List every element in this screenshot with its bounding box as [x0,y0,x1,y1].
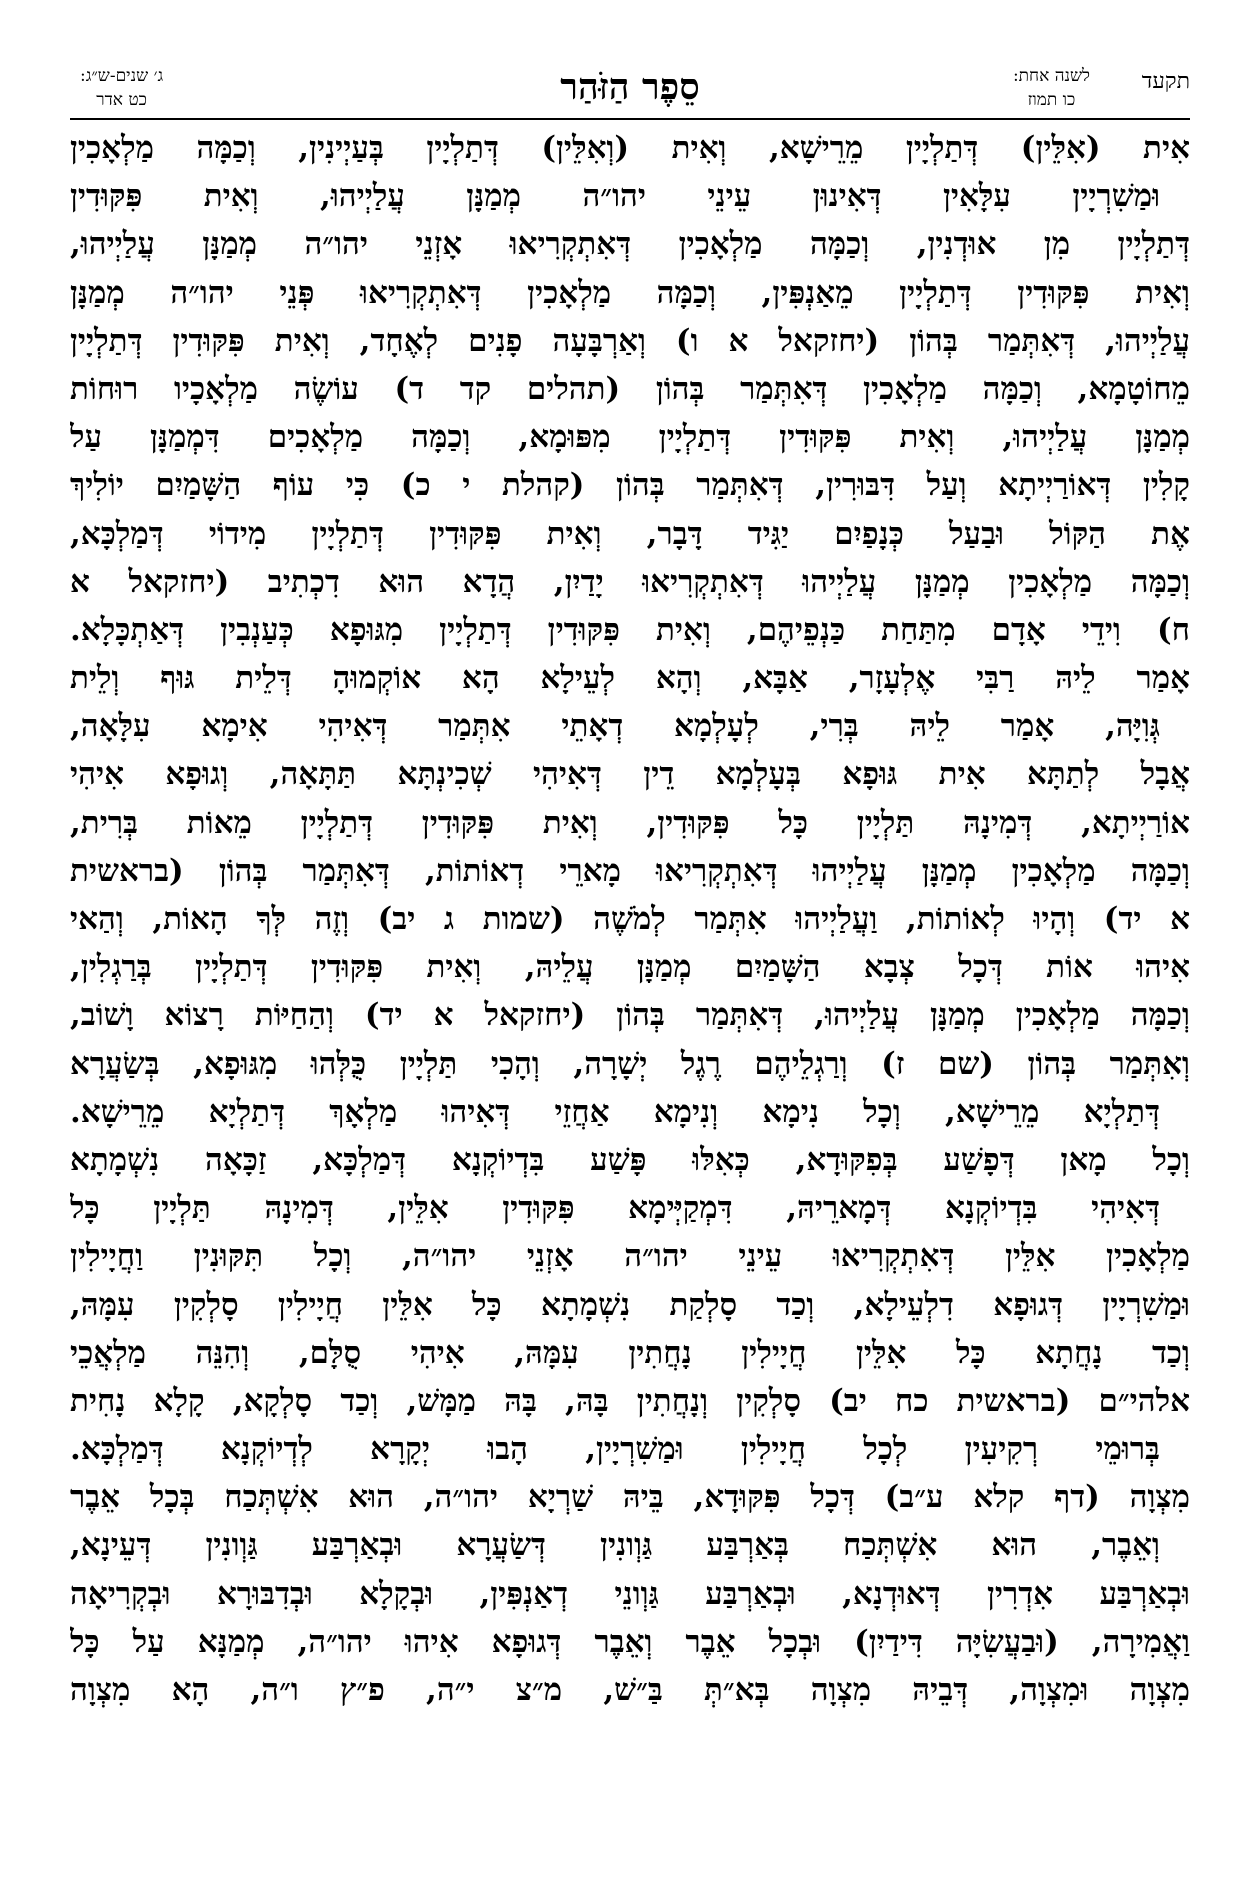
text-line: דְּתַלְיָין מִן אוּדְנִין, וְכַמָּה מַלְאָכִין דְּאִתְקְרִיאוּ אָזְנֵי יהו״ה מְמַנָּן עֲלַיְיהוּ, [70,226,1190,263]
text-line: אִיהוּ אוֹת דְּכָל צְבָא הַשָּׁמַיִם מְמַנָּן עֲלֵיהּ, וְאִית פִּקּוּדִין דְּתַלְיָין בְּרַגְלִין, [70,949,1190,986]
text-line: קָלִין דְּאוֹרַיְיתָא וְעַל דִּבּוּרִין, דְּאִתְּמַר בְּהוֹן (קהלת י כ) כִּי עוֹף הַשָּׁמַיִם יוֹלִיךְ [70,467,1190,504]
page-number: תקעד [1141,69,1190,94]
text-line: אָמַר לֵיהּ רַבִּי אֶלְעָזָר, אַבָּא, וְהָא לְעֵילָא הָא אוֹקְמוּהָ דְּלֵית גּוּף וְלֵית [70,660,1190,697]
text-line: וְכַמָּה מַלְאָכִין מְמַנָּן עֲלַיְיהוּ דְּאִתְקְרִיאוּ מָארֵי דְאוֹתוֹת, דְּאִתְּמַר בְּהוֹן (בראשית [70,852,1190,889]
text-line: וְכַמָּה מַלְאָכִין מְמַנָּן עֲלַיְיהוּ, דְּאִתְּמַר בְּהוֹן (יחזקאל א יד) וְהַחַיּוֹת רָצוֹא וָשׁוֹב, [70,997,1190,1034]
text-line: א יד) וְהָיוּ לְאוֹתוֹת, וַעֲלַיְיהוּ אִתְּמַר לְמֹשֶׁה (שמות ג יב) וְזֶה לְּךָ הָאוֹת, וְהַאי [70,901,1190,937]
text-line: מִצְוָה וּמִצְוָה, דְּבֵיהּ מִצְוָה בְּא״תְּ בַּ״שׁ, מ״צ י״ה, פ״ץ ו״ה, הָא מִצְוָה [70,1672,1190,1708]
text-line: וְכָל מָאן דְּפָשַׁע בְּפִקּוּדָא, כְּאִלּוּ פָּשַׁע בִּדְיוֹקְנָא דְּמַלְכָּא, זַכָּאָה נִשְׁמָתָא [70,1141,1190,1178]
header-right-reading-schedule [1013,64,1090,112]
header-right-line2: כו תמוז [1027,90,1076,110]
text-line: וְאֵבֶר, הוּא אִשְׁתְּכַח בְּאַרְבַּע גַּוְונִין דְּשַׂעֲרָא וּבְאַרְבַּע גַּוְונִין דְּעֵינָא, [70,1527,1160,1564]
text-line: דְּתַלְיָא מֵרֵישָׁא, וְכָל נִימָא וְנִימָא אַחֲזֵי דְּאִיהוּ מַלְאָךְ דְּתַלְיָא מֵרֵישָׁא. [70,1093,1160,1130]
page-header [70,60,1190,120]
header-right-line1: לשנה אחת: [1012,66,1090,86]
text-line: אֲבָל לְתַתָּא אִית גּוּפָא בְּעָלְמָא דֵין דְּאִיהִי שְׁכִינְתָּא תַּתָּאָה, וְגוּפָא אִיהִי [70,756,1190,793]
text-line: אוֹרַיְיתָא, דְּמִינָהּ תַּלְיָין כָּל פִּקּוּדִין, וְאִית פִּקּוּדִין דְּתַלְיָין מֵאוֹת בְּרִית, [70,804,1190,841]
text-line: מִצְוָה (דף קלא ע״ב) דְּכָל פִּקּוּדָא, בֵּיהּ שַׁרְיָא יהו״ה, הוּא אִשְׁתְּכַח בְּכָל אֵבֶר [70,1479,1190,1516]
text-line: אִית (אִלֵּין) דְּתַלְיָין מֵרֵישָׁא, וְאִית (וְאִלֵּין) דְּתַלְיָין בְּעַיְינִין, וְכַמָּה מַלְאָכִין [70,130,1190,166]
text-line: וְאִתְּמַר בְּהוֹן (שם ז) וְרַגְלֵיהֶם רֶגֶל יְשָׁרָה, וְהָכִי תַּלְיָין כֻּלְּהוּ מִגּוּפָא, בְּשַׂעֲרָא [70,1045,1190,1082]
text-line: מְמַנָּן עֲלַיְיהוּ, וְאִית פִּקּוּדִין דְּתַלְיָין מִפּוּמָא, וְכַמָּה מַלְאָכִים דִּמְמַנָּן עַל [70,419,1190,456]
book-title: סֵפֶר הַזֹּהַר [560,66,700,108]
text-line: וְכַד נָחֲתָא כָּל אִלֵּין חֲיָילִין נָחֲתִין עִמָּהּ, אִיהִי סֻלָּם, וְהִנֵּה מַלְאֲכֵי [70,1334,1190,1371]
text-line: מֵחוֹטָמָא, וְכַמָּה מַלְאָכִין דְּאִתְּמַר בְּהוֹן (תהלים קד ד) עוֹשֶׂה מַלְאָכָיו רוּחוֹת [70,370,1190,407]
main-text-body [70,124,1190,1714]
text-line: וְכַמָּה מַלְאָכִין מְמַנָּן עֲלַיְיהוּ דְּאִתְקְרִיאוּ יָדַיִן, הֲדָא הוּא דִכְתִיב (יחזקאל א [70,563,1190,600]
text-line: דְּאִיהִי בִּדְיוֹקְנָא דְּמָארֵיהּ, דִּמְקַיְּימָא פִּקּוּדִין אִלֵּין, דְּמִינָהּ תַּלְיָין כָּל [70,1190,1160,1227]
text-line: עֲלַיְיהוּ, דְּאִתְּמַר בְּהוֹן (יחזקאל א ו) וְאַרְבָּעָה פָנִים לְאֶחָד, וְאִית פִּקּוּדִין דְּתַלְיָין [70,322,1190,359]
text-line: מַלְאָכִין אִלֵּין דְּאִתְקְרִיאוּ עֵינֵי יהו״ה אָזְנֵי יהו״ה, וְכָל תִּקּוּנִין וַחֲיָילִין [70,1238,1190,1275]
text-line: וְאִית פִּקּוּדִין דְּתַלְיָין מֵאַנְפִּין, וְכַמָּה מַלְאָכִין דְּאִתְקְרִיאוּ פְּנֵי יהו״ה מְמַנָּן [70,274,1190,311]
text-line: אלהי״ם (בראשית כח יב) סָלְקִין וְנָחֲתִין בָּהּ, בָּהּ מַמָּשׁ, וְכַד סָלְקָא, קָלָא נָחִית [70,1382,1190,1419]
text-line: וַאֲמִירָה, (וּבַעֲשִׂיָּה דִּידַיִן) וּבְכָל אֵבֶר וְאֵבֶר דְּגוּפָא אִיהוּ יהו״ה, מְמַנָּא עַל כָּל [70,1623,1190,1660]
text-line: גְּוִיָּה, אָמַר לֵיהּ בְּרִי, לְעָלְמָא דְאָתֵי אִתְּמַר דְּאִיהִי אִימָא עִלָּאָה, [70,708,1160,745]
header-left-line1: ג׳ שנים-ש״ג: [80,66,164,86]
text-line: וּמַשִׁרְיָין עִלָּאִין דְּאִינוּן עֵינֵי יהו״ה מְמַנָּן עֲלַיְיהוּ, וְאִית פִּקּוּדִין [70,178,1160,215]
text-line: בְּרוּמֵי רְקִיעִין לְכָל חֲיָילִין וּמַשִׁרְיָין, הָבוּ יְקָרָא לְדְיוֹקְנָא דְּמַלְכָּא. [70,1431,1160,1468]
text-line: וּמַשִׁרְיָין דְּגוּפָא דִלְעֵילָא, וְכַד סָלְקַת נִשְׁמָתָא כָּל אִלֵּין חֲיָילִין סָלְקִין עִמָּהּ, [70,1286,1190,1323]
text-line: ח) וִידֵי אָדָם מִתַּחַת כַּנְפֵיהֶם, וְאִית פִּקּוּדִין דְּתַלְיָין מִגּוּפָא כְּעַנְבִין דְּאַתְכָּלָא. [70,611,1190,648]
text-line: אֶת הַקּוֹל וּבַעַל כְּנָפַיִם יַגִּיד דָּבָר, וְאִית פִּקּוּדִין דְּתַלְיָין מִידוֹי דְּמַלְכָּא, [70,515,1190,552]
text-line: וּבְאַרְבַּע אִדְרִין דְּאוּדְנָא, וּבְאַרְבַּע גַּוְונֵי דְאַנְפִּין, וּבְקָלָא וּבְדִבּוּרָא וּבְקְרִיאָה [70,1575,1190,1612]
header-left-line2: כט אדר [96,90,147,110]
